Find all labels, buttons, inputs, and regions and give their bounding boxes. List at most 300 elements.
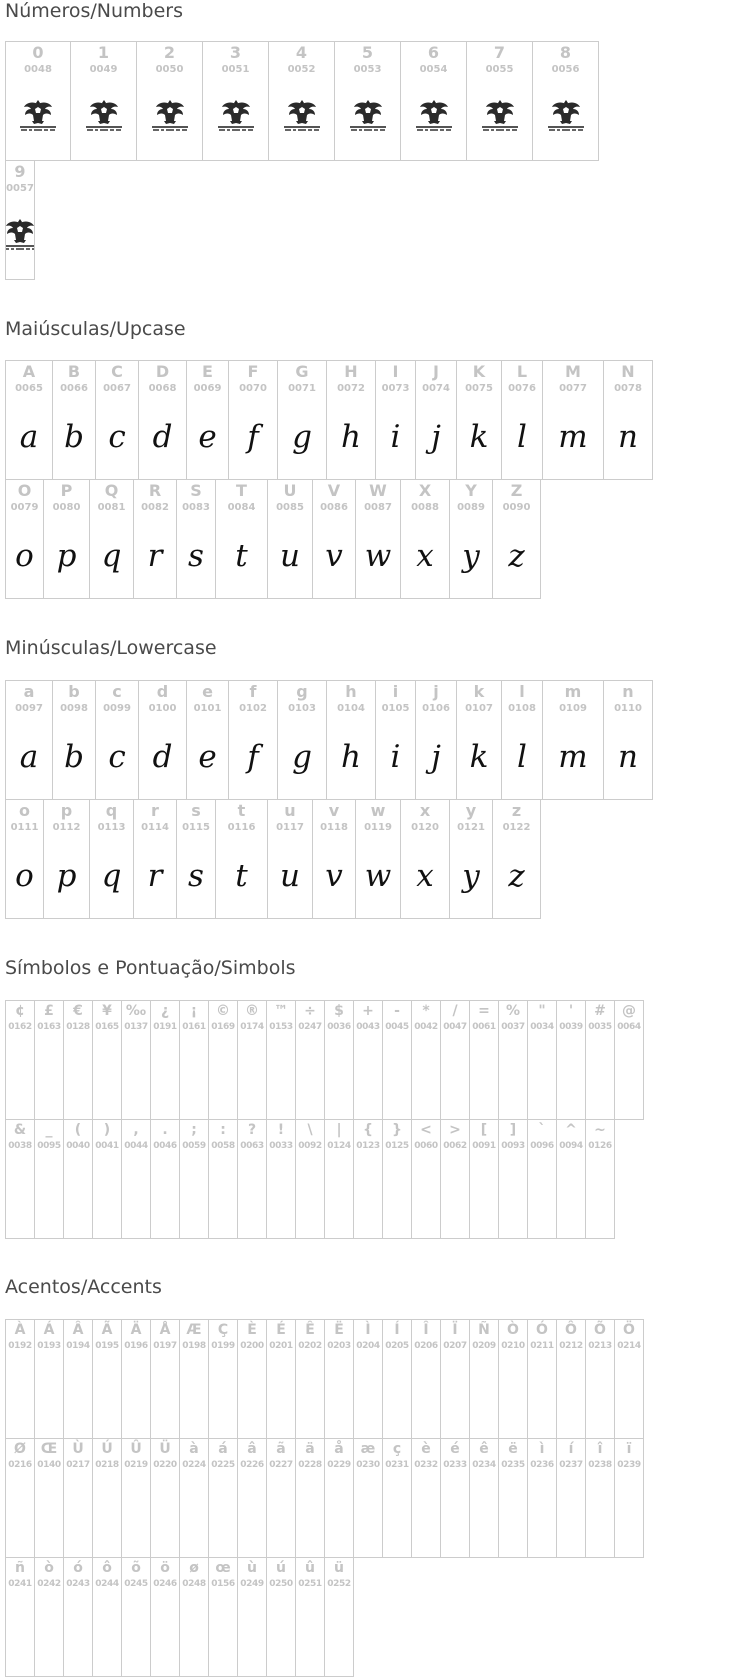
eagle-logo-icon xyxy=(282,97,322,135)
character-label: i xyxy=(392,682,399,701)
character-cell xyxy=(469,1438,499,1558)
font-glyph-preview: j xyxy=(431,739,441,775)
character-cell xyxy=(295,1119,325,1239)
character-label: \ xyxy=(307,1122,313,1138)
character-cell xyxy=(215,479,268,599)
character-cell xyxy=(324,1119,354,1239)
character-label: F xyxy=(247,362,259,381)
character-code: 0080 xyxy=(52,502,81,513)
character-code: 0079 xyxy=(10,502,39,513)
character-label: d xyxy=(156,682,169,701)
font-glyph-preview: b xyxy=(64,419,84,455)
character-label: Ù xyxy=(72,1441,84,1457)
character-cell xyxy=(5,1119,35,1239)
character-label: ú xyxy=(276,1560,286,1576)
character-cell xyxy=(556,1119,586,1239)
character-cell xyxy=(237,1000,267,1120)
character-cell xyxy=(266,1000,296,1120)
character-cell xyxy=(34,1000,64,1120)
character-cell xyxy=(411,1000,441,1120)
character-code: 0112 xyxy=(52,822,81,833)
character-label: / xyxy=(452,1003,458,1019)
character-label: G xyxy=(295,362,309,381)
character-cell xyxy=(89,479,134,599)
character-label: ¡ xyxy=(190,1003,198,1019)
character-label: ó xyxy=(73,1560,83,1576)
character-label: O xyxy=(17,481,32,500)
character-code: 0156 xyxy=(211,1579,235,1589)
character-cell xyxy=(603,360,653,480)
character-code: 0044 xyxy=(124,1141,148,1151)
character-code: 0083 xyxy=(182,502,210,513)
character-label: L xyxy=(516,362,528,381)
font-glyph-preview: k xyxy=(469,419,489,455)
section-title-lowercase: Minúsculas/Lowercase xyxy=(5,637,217,659)
character-label: K xyxy=(472,362,486,381)
character-code: 0230 xyxy=(356,1460,380,1470)
character-cell xyxy=(202,41,269,161)
character-cell xyxy=(295,1557,325,1677)
character-label: œ xyxy=(215,1560,231,1576)
character-code: 0117 xyxy=(276,822,304,833)
character-cell xyxy=(415,680,457,800)
eagle-logo-icon xyxy=(5,216,35,254)
character-label: ! xyxy=(277,1122,285,1138)
character-code: 0094 xyxy=(559,1141,583,1151)
character-cell xyxy=(5,799,44,919)
character-label: È xyxy=(247,1322,257,1338)
character-label: Œ xyxy=(40,1441,58,1457)
character-label: ù xyxy=(247,1560,257,1576)
character-label: î xyxy=(597,1441,603,1457)
character-label: n xyxy=(622,682,634,701)
character-label: v xyxy=(328,801,340,820)
character-label: Ø xyxy=(14,1441,26,1457)
character-cell xyxy=(382,1319,412,1439)
character-code: 0207 xyxy=(443,1341,467,1351)
character-label: ; xyxy=(191,1122,197,1138)
character-cell xyxy=(353,1319,383,1439)
character-code: 0051 xyxy=(221,64,250,75)
character-cell xyxy=(121,1119,151,1239)
character-cell xyxy=(440,1319,470,1439)
character-cell xyxy=(353,1438,383,1558)
character-cell xyxy=(556,1319,586,1439)
character-code: 0198 xyxy=(182,1341,206,1351)
character-label: ã xyxy=(276,1441,286,1457)
font-glyph-preview: i xyxy=(390,739,401,775)
character-cell xyxy=(527,1438,557,1558)
character-label: Î xyxy=(423,1322,429,1338)
character-code: 0128 xyxy=(66,1022,90,1032)
character-cell xyxy=(542,360,604,480)
character-cell xyxy=(456,360,502,480)
character-cell xyxy=(215,799,268,919)
character-label: Ñ xyxy=(478,1322,490,1338)
character-label: € xyxy=(73,1003,83,1019)
character-label: J xyxy=(433,362,439,381)
font-glyph-preview: q xyxy=(101,858,122,894)
character-label: f xyxy=(249,682,257,701)
font-glyph-preview: e xyxy=(198,739,217,775)
section-title-numbers: Números/Numbers xyxy=(5,0,183,22)
character-code: 0218 xyxy=(95,1460,119,1470)
character-cell xyxy=(63,1119,93,1239)
character-label: Ë xyxy=(334,1322,344,1338)
character-code: 0097 xyxy=(15,703,43,714)
character-cell xyxy=(138,360,187,480)
character-code: 0234 xyxy=(472,1460,496,1470)
character-cell xyxy=(228,360,278,480)
character-code: 0060 xyxy=(414,1141,438,1151)
character-label: = xyxy=(478,1003,490,1019)
character-row xyxy=(5,1000,644,1120)
character-label: à xyxy=(189,1441,199,1457)
character-cell xyxy=(179,1000,209,1120)
character-label: 0 xyxy=(32,43,44,62)
font-glyph-preview: i xyxy=(390,419,401,455)
character-code: 0161 xyxy=(182,1022,206,1032)
character-label: ? xyxy=(247,1122,257,1138)
character-code: 0066 xyxy=(60,383,88,394)
font-glyph-preview: d xyxy=(152,419,173,455)
character-label: ì xyxy=(539,1441,545,1457)
character-label: ' xyxy=(568,1003,574,1019)
character-code: 0046 xyxy=(153,1141,177,1151)
character-label: Ê xyxy=(305,1322,315,1338)
character-label: M xyxy=(565,362,581,381)
font-glyph-preview: s xyxy=(188,538,204,574)
character-cell xyxy=(353,1000,383,1120)
font-glyph-preview: q xyxy=(101,538,122,574)
character-cell xyxy=(382,1438,412,1558)
character-code: 0045 xyxy=(385,1022,409,1032)
character-label: Â xyxy=(72,1322,84,1338)
character-cell xyxy=(469,1000,499,1120)
character-code: 0211 xyxy=(530,1341,554,1351)
character-label: k xyxy=(473,682,485,701)
character-code: 0121 xyxy=(457,822,485,833)
character-cell xyxy=(449,799,493,919)
character-code: 0095 xyxy=(37,1141,61,1151)
character-code: 0111 xyxy=(10,822,39,833)
character-code: 0077 xyxy=(559,383,587,394)
character-code: 0239 xyxy=(617,1460,641,1470)
character-label: # xyxy=(594,1003,606,1019)
character-code: 0202 xyxy=(298,1341,322,1351)
character-code: 0063 xyxy=(240,1141,264,1151)
character-code: 0048 xyxy=(24,64,52,75)
character-code: 0071 xyxy=(288,383,316,394)
font-glyph-preview: m xyxy=(558,419,588,455)
character-code: 0081 xyxy=(97,502,126,513)
character-cell xyxy=(542,680,604,800)
character-label: ø xyxy=(189,1560,199,1576)
section-title-upcase: Maiúsculas/Upcase xyxy=(5,318,186,340)
character-code: 0162 xyxy=(8,1022,32,1032)
character-label: 8 xyxy=(559,43,572,62)
character-label: > xyxy=(449,1122,461,1138)
character-cell xyxy=(469,1319,499,1439)
character-label: z xyxy=(511,801,522,820)
font-glyph-preview: a xyxy=(19,419,39,455)
character-code: 0069 xyxy=(193,383,222,394)
font-glyph-preview: a xyxy=(19,739,39,775)
character-cell xyxy=(411,1438,441,1558)
character-code: 0074 xyxy=(422,383,450,394)
font-glyph-preview: o xyxy=(15,858,34,894)
character-code: 0201 xyxy=(269,1341,293,1351)
character-code: 0056 xyxy=(551,64,580,75)
character-label: o xyxy=(19,801,30,820)
character-cell xyxy=(150,1319,180,1439)
character-row xyxy=(5,360,653,480)
character-cell xyxy=(415,360,457,480)
font-glyph-preview: f xyxy=(247,739,259,775)
character-cell xyxy=(267,479,313,599)
character-label: ) xyxy=(103,1122,111,1138)
font-glyph-preview: h xyxy=(341,739,361,775)
character-cell xyxy=(498,1000,528,1120)
font-glyph-preview: y xyxy=(462,858,480,894)
font-glyph-preview: y xyxy=(462,538,480,574)
font-glyph-preview: n xyxy=(618,419,638,455)
character-label: 1 xyxy=(97,43,110,62)
character-label: N xyxy=(621,362,635,381)
character-code: 0242 xyxy=(37,1579,61,1589)
character-code: 0203 xyxy=(327,1341,351,1351)
character-code: 0169 xyxy=(211,1022,235,1032)
character-cell xyxy=(208,1438,238,1558)
character-cell xyxy=(440,1000,470,1120)
character-code: 0226 xyxy=(240,1460,264,1470)
character-cell xyxy=(375,680,416,800)
character-label: X xyxy=(418,481,432,500)
character-code: 0137 xyxy=(124,1022,148,1032)
character-cell xyxy=(268,41,335,161)
character-label: V xyxy=(327,481,341,500)
character-code: 0068 xyxy=(148,383,177,394)
character-code: 0196 xyxy=(124,1341,148,1351)
character-code: 0238 xyxy=(588,1460,612,1470)
character-cell xyxy=(498,1438,528,1558)
font-glyph-preview: m xyxy=(558,739,588,775)
character-label: Ú xyxy=(101,1441,113,1457)
font-glyph-preview: d xyxy=(152,739,173,775)
character-code: 0058 xyxy=(211,1141,235,1151)
character-label: ç xyxy=(392,1441,402,1457)
character-cell xyxy=(136,41,203,161)
font-glyph-preview: z xyxy=(508,858,525,894)
character-code: 0116 xyxy=(227,822,256,833)
character-cell xyxy=(603,680,653,800)
character-cell xyxy=(34,1438,64,1558)
character-code: 0110 xyxy=(614,703,642,714)
character-label: 5 xyxy=(361,43,374,62)
character-label: j xyxy=(433,682,439,701)
character-label: p xyxy=(60,801,73,820)
character-cell xyxy=(92,1557,122,1677)
character-code: 0251 xyxy=(298,1579,322,1589)
character-label: u xyxy=(284,801,296,820)
character-label: , xyxy=(133,1122,139,1138)
character-label: å xyxy=(334,1441,344,1457)
character-cell xyxy=(498,1319,528,1439)
character-code: 0213 xyxy=(588,1341,612,1351)
character-label: é xyxy=(450,1441,460,1457)
character-cell xyxy=(400,799,450,919)
font-glyph-preview: g xyxy=(292,739,312,775)
font-glyph-preview: v xyxy=(325,538,343,574)
character-code: 0204 xyxy=(356,1341,380,1351)
character-label: © xyxy=(216,1003,230,1019)
character-label: Å xyxy=(159,1322,171,1338)
character-cell xyxy=(208,1319,238,1439)
character-label: { xyxy=(363,1122,373,1138)
character-cell xyxy=(237,1319,267,1439)
character-code: 0227 xyxy=(269,1460,293,1470)
font-glyph-preview: o xyxy=(15,538,34,574)
character-code: 0113 xyxy=(97,822,126,833)
character-label: £ xyxy=(44,1003,54,1019)
character-label: Û xyxy=(130,1441,142,1457)
character-label: ( xyxy=(74,1122,82,1138)
character-code: 0099 xyxy=(103,703,131,714)
font-glyph-preview: k xyxy=(469,739,489,775)
character-cell xyxy=(92,1319,122,1439)
character-cell xyxy=(34,1319,64,1439)
character-code: 0101 xyxy=(193,703,222,714)
character-cell xyxy=(34,1119,64,1239)
character-label: 7 xyxy=(493,43,506,62)
character-cell xyxy=(295,1438,325,1558)
character-label: P xyxy=(60,481,73,500)
character-cell xyxy=(585,1319,615,1439)
character-code: 0228 xyxy=(298,1460,322,1470)
font-glyph-preview: t xyxy=(235,538,248,574)
character-code: 0062 xyxy=(443,1141,467,1151)
character-cell xyxy=(585,1119,615,1239)
character-cell xyxy=(556,1438,586,1558)
font-glyph-preview: f xyxy=(247,419,259,455)
character-label: $ xyxy=(334,1003,344,1019)
character-code: 0039 xyxy=(559,1022,583,1032)
character-code: 0243 xyxy=(66,1579,90,1589)
character-row xyxy=(5,1119,644,1239)
character-code: 0244 xyxy=(95,1579,119,1589)
character-cell xyxy=(121,1000,151,1120)
character-label: _ xyxy=(45,1122,53,1138)
character-label: 9 xyxy=(14,162,26,181)
font-glyph-preview: c xyxy=(108,739,126,775)
eagle-logo-icon xyxy=(150,97,190,135)
character-code: 0109 xyxy=(559,703,587,714)
character-label: a xyxy=(23,682,35,701)
character-code: 0199 xyxy=(211,1341,235,1351)
character-code: 0075 xyxy=(465,383,493,394)
character-label: g xyxy=(296,682,308,701)
character-code: 0065 xyxy=(15,383,43,394)
character-row xyxy=(5,479,653,599)
character-code: 0126 xyxy=(588,1141,612,1151)
character-label: : xyxy=(220,1122,226,1138)
character-code: 0036 xyxy=(327,1022,351,1032)
character-label: É xyxy=(276,1322,286,1338)
character-cell xyxy=(469,1119,499,1239)
character-label: À xyxy=(14,1322,26,1338)
character-label: ‰ xyxy=(125,1003,147,1019)
character-code: 0216 xyxy=(8,1460,32,1470)
character-label: e xyxy=(202,682,213,701)
character-row xyxy=(5,1319,644,1439)
character-label: T xyxy=(236,481,247,500)
font-glyph-preview: h xyxy=(341,419,361,455)
character-cell xyxy=(312,479,356,599)
character-code: 0061 xyxy=(472,1022,496,1032)
font-glyph-preview: p xyxy=(56,858,77,894)
character-code: 0235 xyxy=(501,1460,525,1470)
character-label: S xyxy=(190,481,202,500)
character-label: Ö xyxy=(623,1322,635,1338)
character-code: 0057 xyxy=(6,183,34,194)
character-code: 0250 xyxy=(269,1579,293,1589)
character-label: C xyxy=(111,362,123,381)
character-code: 0091 xyxy=(472,1141,496,1151)
character-cell xyxy=(527,1000,557,1120)
character-cell xyxy=(266,1319,296,1439)
character-label: û xyxy=(305,1560,315,1576)
font-glyph-preview: l xyxy=(517,739,527,775)
character-cell xyxy=(70,41,137,161)
character-label: ¿ xyxy=(160,1003,170,1019)
character-cell xyxy=(63,1557,93,1677)
character-grid-numbers xyxy=(5,41,599,280)
character-code: 0245 xyxy=(124,1579,148,1589)
font-glyph-preview: p xyxy=(56,538,77,574)
character-code: 0115 xyxy=(182,822,210,833)
character-label: A xyxy=(22,362,36,381)
character-label: õ xyxy=(131,1560,141,1576)
character-code: 0042 xyxy=(414,1022,438,1032)
character-cell xyxy=(133,479,177,599)
character-label: ~ xyxy=(594,1122,606,1138)
character-cell xyxy=(133,799,177,919)
character-cell xyxy=(456,680,502,800)
character-code: 0114 xyxy=(141,822,169,833)
eagle-logo-icon xyxy=(414,97,454,135)
character-code: 0236 xyxy=(530,1460,554,1470)
character-label: Ã xyxy=(101,1322,113,1338)
character-cell xyxy=(5,1319,35,1439)
font-glyph-preview: v xyxy=(325,858,343,894)
character-cell xyxy=(150,1119,180,1239)
character-code: 0055 xyxy=(485,64,514,75)
character-label: E xyxy=(202,362,213,381)
character-code: 0073 xyxy=(381,383,410,394)
character-label: ¢ xyxy=(15,1003,25,1019)
character-code: 0038 xyxy=(8,1141,32,1151)
character-cell xyxy=(179,1119,209,1239)
character-row xyxy=(5,680,653,800)
character-label: " xyxy=(538,1003,546,1019)
character-code: 0153 xyxy=(269,1022,293,1032)
font-glyph-preview: b xyxy=(64,739,84,775)
character-code: 0086 xyxy=(320,502,348,513)
character-grid-accents xyxy=(5,1319,644,1677)
character-code: 0123 xyxy=(356,1141,380,1151)
character-code: 0106 xyxy=(422,703,450,714)
character-label: Æ xyxy=(186,1322,202,1338)
